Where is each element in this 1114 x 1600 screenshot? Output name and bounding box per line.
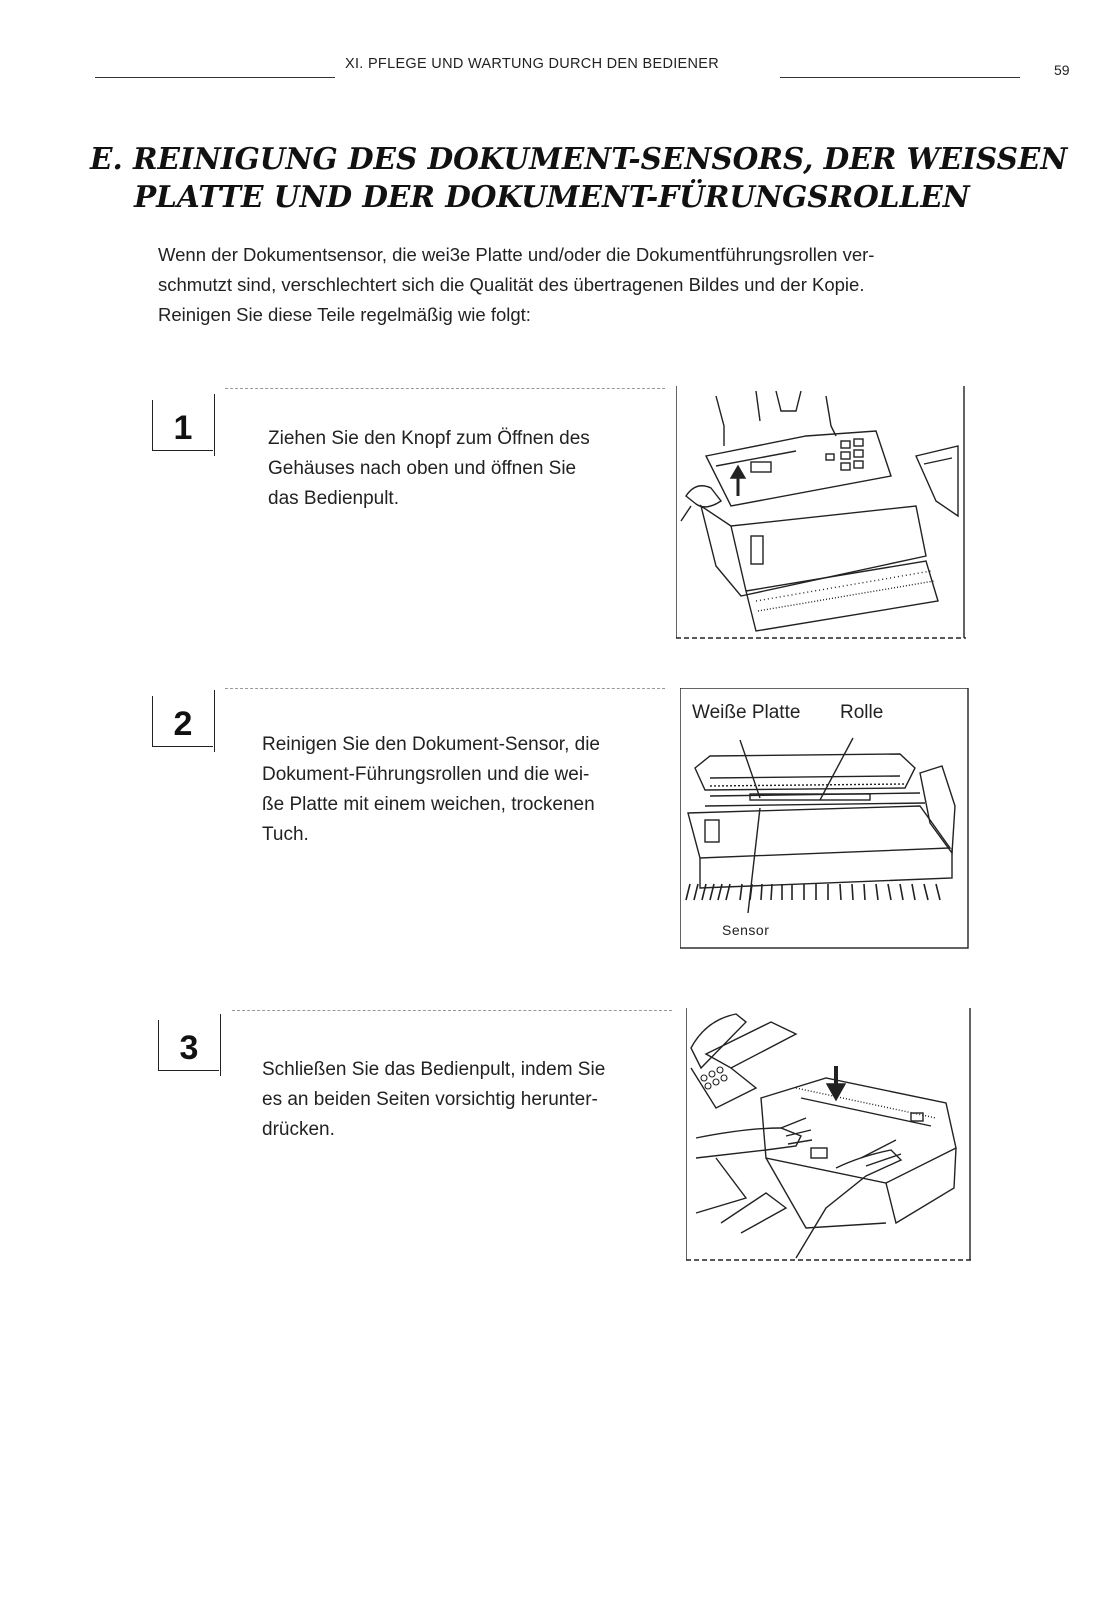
step-line: Reinigen Sie den Dokument-Sensor, die — [262, 734, 600, 755]
step-3-illustration — [686, 1008, 972, 1264]
step-number-bar — [220, 1014, 222, 1076]
step-line: Tuch. — [262, 824, 309, 845]
step-1-number — [152, 400, 213, 451]
step-line: Dokument-Führungsrollen und die wei- — [262, 764, 590, 785]
label-sensor: Sensor — [722, 922, 770, 938]
step-number-bar — [214, 690, 216, 752]
intro-line: Reinigen Sie diese Teile regelmäßig wie folgt: — [158, 304, 531, 325]
intro-paragraph — [158, 240, 988, 330]
step-2-divider — [225, 688, 665, 689]
step-2-number — [152, 696, 213, 747]
header-rule-left — [95, 77, 335, 78]
step-3-text — [262, 1055, 642, 1145]
intro-line: Wenn der Dokumentsensor, die wei3e Platte und/oder die Dokumentführungsrollen ver- — [158, 244, 875, 265]
step-3-number — [158, 1020, 219, 1071]
step-1-divider — [225, 388, 665, 389]
label-white-plate: Weiße Platte — [692, 702, 801, 723]
title-line-2: PLATTE UND DER DOKUMENT-FÜRUNGSROLLEN — [134, 179, 970, 214]
page-number: 59 — [1054, 62, 1070, 78]
step-line: Schließen Sie das Bedienpult, indem Sie — [262, 1059, 606, 1080]
fax-open-panel-drawing — [676, 386, 966, 642]
fax-sensor-drawing — [680, 688, 970, 950]
page-title — [90, 140, 1067, 216]
step-line: ße Platte mit einem weichen, trockenen — [262, 794, 595, 815]
step-line: Ziehen Sie den Knopf zum Öffnen des — [268, 428, 590, 449]
step-number-text: 2 — [173, 705, 193, 743]
step-2-text — [262, 730, 642, 850]
step-line: das Bedienpult. — [268, 488, 399, 509]
intro-line: schmutzt sind, verschlechtert sich die Qualität des übertragenen Bildes und der Kopie. — [158, 274, 865, 295]
section-header: XI. PFLEGE UND WARTUNG DURCH DEN BEDIENER — [345, 56, 720, 72]
step-2-illustration — [680, 688, 970, 950]
fax-close-panel-drawing — [686, 1008, 972, 1264]
header-rule-right — [780, 77, 1020, 78]
step-3-divider — [232, 1010, 672, 1011]
step-1-text — [268, 424, 648, 514]
step-line: Gehäuses nach oben und öffnen Sie — [268, 458, 577, 479]
step-line: drücken. — [262, 1119, 335, 1140]
step-number-text: 3 — [179, 1029, 199, 1067]
step-line: es an beiden Seiten vorsichtig herunter- — [262, 1089, 598, 1110]
step-number-bar — [214, 394, 216, 456]
step-1-illustration — [676, 386, 966, 642]
step-number-text: 1 — [173, 409, 193, 447]
title-line-1: E. REINIGUNG DES DOKUMENT-SENSORS, DER WEISSEN — [90, 141, 1068, 176]
label-roller: Rolle — [840, 702, 884, 723]
